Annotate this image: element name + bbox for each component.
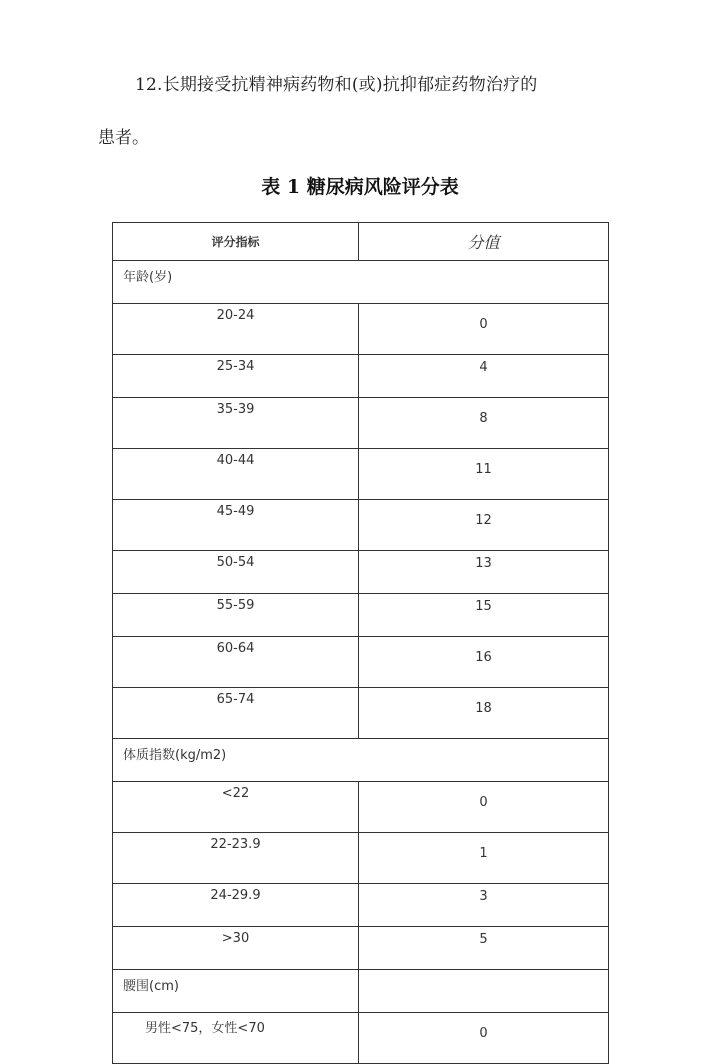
score-cell: 18 (359, 688, 609, 739)
table-row (113, 398, 609, 449)
paragraph-line-1: 12.长期接受抗精神病药物和(或)抗抑郁症药物治疗的 (135, 75, 538, 95)
range-cell: 25-34 (113, 355, 359, 398)
section-row (113, 970, 609, 1013)
header-score: 分值 (359, 223, 609, 261)
score-cell: 5 (359, 927, 609, 970)
range-cell: 50-54 (113, 551, 359, 594)
risk-score-table (112, 222, 609, 1064)
table-row (113, 884, 609, 927)
score-cell: 0 (359, 304, 609, 355)
range-cell: 22-23.9 (113, 833, 359, 884)
table-row (113, 594, 609, 637)
section-score (359, 970, 609, 1013)
header-indicator: 评分指标 (113, 223, 359, 261)
range-cell: 男性<75，女性<70 (113, 1013, 359, 1064)
table-row (113, 551, 609, 594)
table-row (113, 927, 609, 970)
section-row (113, 739, 609, 782)
score-cell: 1 (359, 833, 609, 884)
table-row (113, 304, 609, 355)
score-cell: 16 (359, 637, 609, 688)
score-cell: 13 (359, 551, 609, 594)
range-cell: 24-29.9 (113, 884, 359, 927)
range-cell: >30 (113, 927, 359, 970)
score-cell: 0 (359, 1013, 609, 1064)
table-row (113, 688, 609, 739)
paragraph-line-2: 患者。 (98, 128, 149, 148)
section-label: 年龄(岁) (113, 261, 609, 304)
table-row (113, 500, 609, 551)
table-row (113, 833, 609, 884)
table-row (113, 449, 609, 500)
range-cell: 55-59 (113, 594, 359, 637)
table-header-row (113, 223, 609, 261)
score-cell: 11 (359, 449, 609, 500)
range-cell: 45-49 (113, 500, 359, 551)
range-cell: 35-39 (113, 398, 359, 449)
range-cell: 40-44 (113, 449, 359, 500)
table-row (113, 782, 609, 833)
score-cell: 12 (359, 500, 609, 551)
score-cell: 0 (359, 782, 609, 833)
range-cell: 60-64 (113, 637, 359, 688)
range-cell: <22 (113, 782, 359, 833)
score-cell: 4 (359, 355, 609, 398)
section-row (113, 261, 609, 304)
section-label: 体质指数(kg/m2) (113, 739, 609, 782)
table-title: 表 1 糖尿病风险评分表 (261, 176, 459, 198)
table-row (113, 637, 609, 688)
score-cell: 3 (359, 884, 609, 927)
section-label: 腰围(cm) (113, 970, 359, 1013)
score-cell: 15 (359, 594, 609, 637)
range-cell: 20-24 (113, 304, 359, 355)
table-row (113, 1013, 609, 1064)
range-cell: 65-74 (113, 688, 359, 739)
table-row (113, 355, 609, 398)
score-cell: 8 (359, 398, 609, 449)
